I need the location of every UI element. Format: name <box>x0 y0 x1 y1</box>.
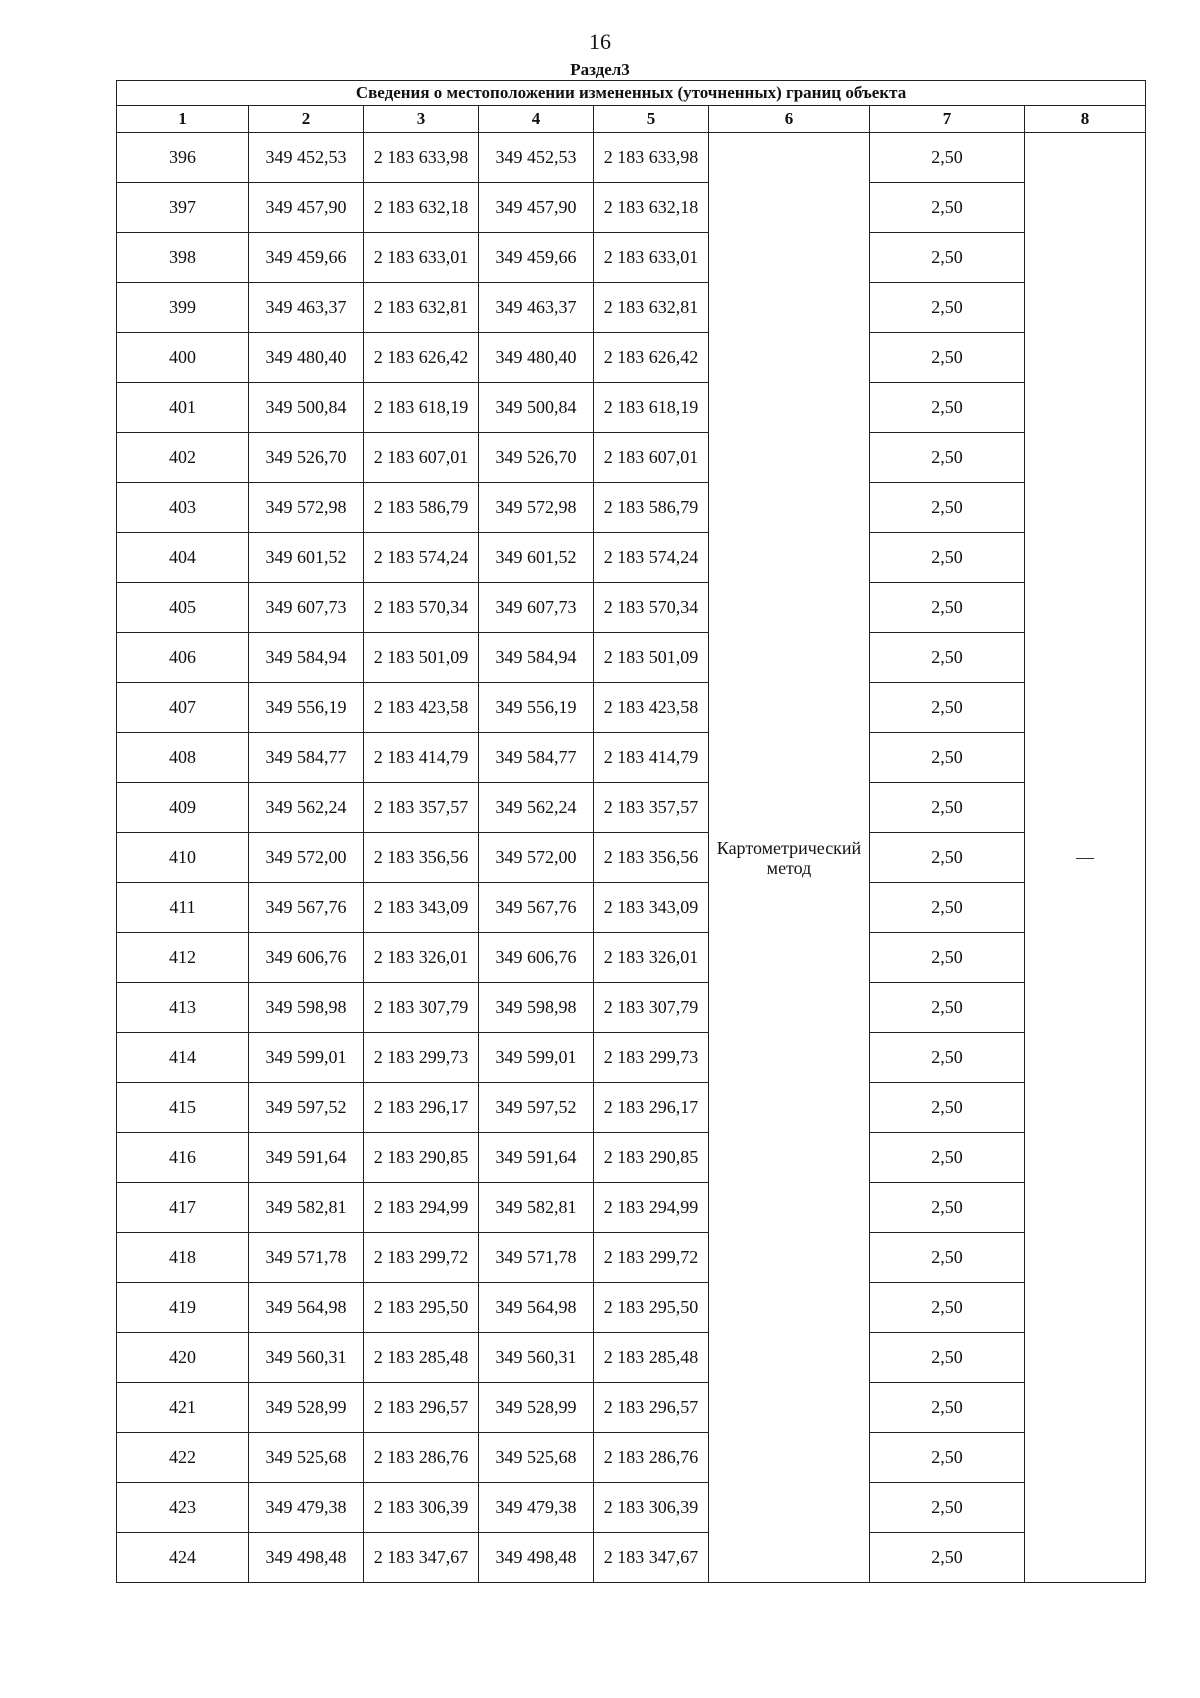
accuracy-cell: 2,50 <box>870 983 1025 1033</box>
existing-x-cell: 349 479,38 <box>249 1483 364 1533</box>
existing-x-cell: 349 498,48 <box>249 1533 364 1583</box>
new-y-cell: 2 183 356,56 <box>594 833 709 883</box>
existing-x-cell: 349 582,81 <box>249 1183 364 1233</box>
existing-y-cell: 2 183 357,57 <box>364 783 479 833</box>
column-number-2: 2 <box>249 106 364 133</box>
new-x-cell: 349 597,52 <box>479 1083 594 1133</box>
accuracy-cell: 2,50 <box>870 833 1025 883</box>
table-row <box>117 983 1146 1033</box>
point-number-cell: 408 <box>117 733 249 783</box>
existing-y-cell: 2 183 618,19 <box>364 383 479 433</box>
method-cell: Картометрический метод <box>709 133 870 1583</box>
table-row <box>117 483 1146 533</box>
column-number-7: 7 <box>870 106 1025 133</box>
accuracy-cell: 2,50 <box>870 533 1025 583</box>
table-row <box>117 1533 1146 1583</box>
point-number-cell: 420 <box>117 1333 249 1383</box>
existing-y-cell: 2 183 347,67 <box>364 1533 479 1583</box>
point-number-cell: 423 <box>117 1483 249 1533</box>
existing-x-cell: 349 526,70 <box>249 433 364 483</box>
point-number-cell: 397 <box>117 183 249 233</box>
existing-x-cell: 349 584,94 <box>249 633 364 683</box>
table-row <box>117 533 1146 583</box>
existing-y-cell: 2 183 296,57 <box>364 1383 479 1433</box>
existing-x-cell: 349 452,53 <box>249 133 364 183</box>
point-number-cell: 417 <box>117 1183 249 1233</box>
point-number-cell: 418 <box>117 1233 249 1283</box>
table-caption: Сведения о местоположении измененных (уточненных) границ объекта <box>117 81 1146 106</box>
existing-y-cell: 2 183 285,48 <box>364 1333 479 1383</box>
table-row <box>117 333 1146 383</box>
existing-x-cell: 349 591,64 <box>249 1133 364 1183</box>
existing-x-cell: 349 525,68 <box>249 1433 364 1483</box>
new-y-cell: 2 183 357,57 <box>594 783 709 833</box>
new-y-cell: 2 183 299,72 <box>594 1233 709 1283</box>
new-y-cell: 2 183 423,58 <box>594 683 709 733</box>
table-row <box>117 283 1146 333</box>
new-x-cell: 349 601,52 <box>479 533 594 583</box>
existing-x-cell: 349 567,76 <box>249 883 364 933</box>
accuracy-cell: 2,50 <box>870 1183 1025 1233</box>
new-y-cell: 2 183 586,79 <box>594 483 709 533</box>
section-title: Раздел3 <box>570 60 630 79</box>
new-x-cell: 349 452,53 <box>479 133 594 183</box>
existing-y-cell: 2 183 501,09 <box>364 633 479 683</box>
existing-x-cell: 349 500,84 <box>249 383 364 433</box>
accuracy-cell: 2,50 <box>870 1533 1025 1583</box>
point-number-cell: 403 <box>117 483 249 533</box>
accuracy-cell: 2,50 <box>870 1483 1025 1533</box>
existing-x-cell: 349 562,24 <box>249 783 364 833</box>
existing-y-cell: 2 183 633,01 <box>364 233 479 283</box>
existing-x-cell: 349 571,78 <box>249 1233 364 1283</box>
existing-x-cell: 349 564,98 <box>249 1283 364 1333</box>
accuracy-cell: 2,50 <box>870 1133 1025 1183</box>
accuracy-cell: 2,50 <box>870 1083 1025 1133</box>
new-x-cell: 349 525,68 <box>479 1433 594 1483</box>
new-y-cell: 2 183 285,48 <box>594 1333 709 1383</box>
point-number-cell: 424 <box>117 1533 249 1583</box>
new-x-cell: 349 556,19 <box>479 683 594 733</box>
new-y-cell: 2 183 347,67 <box>594 1533 709 1583</box>
point-number-cell: 413 <box>117 983 249 1033</box>
accuracy-cell: 2,50 <box>870 383 1025 433</box>
point-number-cell: 398 <box>117 233 249 283</box>
new-y-cell: 2 183 296,57 <box>594 1383 709 1433</box>
accuracy-cell: 2,50 <box>870 283 1025 333</box>
point-number-cell: 405 <box>117 583 249 633</box>
column-number-1: 1 <box>117 106 249 133</box>
new-x-cell: 349 498,48 <box>479 1533 594 1583</box>
table-row <box>117 1083 1146 1133</box>
new-y-cell: 2 183 633,98 <box>594 133 709 183</box>
existing-y-cell: 2 183 414,79 <box>364 733 479 783</box>
point-number-cell: 396 <box>117 133 249 183</box>
new-y-cell: 2 183 326,01 <box>594 933 709 983</box>
existing-x-cell: 349 459,66 <box>249 233 364 283</box>
existing-y-cell: 2 183 306,39 <box>364 1483 479 1533</box>
new-y-cell: 2 183 343,09 <box>594 883 709 933</box>
existing-x-cell: 349 457,90 <box>249 183 364 233</box>
point-number-cell: 416 <box>117 1133 249 1183</box>
accuracy-cell: 2,50 <box>870 233 1025 283</box>
table-row <box>117 733 1146 783</box>
new-x-cell: 349 571,78 <box>479 1233 594 1283</box>
column-number-3: 3 <box>364 106 479 133</box>
point-number-cell: 419 <box>117 1283 249 1333</box>
new-x-cell: 349 459,66 <box>479 233 594 283</box>
coordinates-table <box>116 80 1146 1583</box>
existing-y-cell: 2 183 633,98 <box>364 133 479 183</box>
existing-y-cell: 2 183 586,79 <box>364 483 479 533</box>
existing-y-cell: 2 183 632,81 <box>364 283 479 333</box>
point-number-cell: 406 <box>117 633 249 683</box>
point-number-cell: 422 <box>117 1433 249 1483</box>
existing-x-cell: 349 572,00 <box>249 833 364 883</box>
table-row <box>117 1383 1146 1433</box>
table-row <box>117 1283 1146 1333</box>
accuracy-cell: 2,50 <box>870 1383 1025 1433</box>
existing-y-cell: 2 183 286,76 <box>364 1433 479 1483</box>
column-number-4: 4 <box>479 106 594 133</box>
existing-x-cell: 349 480,40 <box>249 333 364 383</box>
new-y-cell: 2 183 286,76 <box>594 1433 709 1483</box>
new-x-cell: 349 457,90 <box>479 183 594 233</box>
new-x-cell: 349 598,98 <box>479 983 594 1033</box>
new-x-cell: 349 528,99 <box>479 1383 594 1433</box>
new-x-cell: 349 584,77 <box>479 733 594 783</box>
accuracy-cell: 2,50 <box>870 733 1025 783</box>
point-number-cell: 410 <box>117 833 249 883</box>
table-row <box>117 883 1146 933</box>
new-y-cell: 2 183 607,01 <box>594 433 709 483</box>
new-y-cell: 2 183 633,01 <box>594 233 709 283</box>
note-cell: — <box>1025 133 1146 1583</box>
existing-x-cell: 349 463,37 <box>249 283 364 333</box>
new-x-cell: 349 572,00 <box>479 833 594 883</box>
accuracy-cell: 2,50 <box>870 1233 1025 1283</box>
point-number-cell: 414 <box>117 1033 249 1083</box>
point-number-cell: 415 <box>117 1083 249 1133</box>
accuracy-cell: 2,50 <box>870 683 1025 733</box>
existing-y-cell: 2 183 299,72 <box>364 1233 479 1283</box>
existing-x-cell: 349 606,76 <box>249 933 364 983</box>
table-row <box>117 683 1146 733</box>
new-x-cell: 349 564,98 <box>479 1283 594 1333</box>
new-y-cell: 2 183 306,39 <box>594 1483 709 1533</box>
table-row <box>117 433 1146 483</box>
accuracy-cell: 2,50 <box>870 1433 1025 1483</box>
new-y-cell: 2 183 295,50 <box>594 1283 709 1333</box>
column-number-8: 8 <box>1025 106 1146 133</box>
existing-y-cell: 2 183 632,18 <box>364 183 479 233</box>
existing-x-cell: 349 572,98 <box>249 483 364 533</box>
existing-y-cell: 2 183 290,85 <box>364 1133 479 1183</box>
column-number-row <box>117 106 1146 133</box>
new-x-cell: 349 584,94 <box>479 633 594 683</box>
existing-x-cell: 349 599,01 <box>249 1033 364 1083</box>
new-y-cell: 2 183 296,17 <box>594 1083 709 1133</box>
existing-x-cell: 349 560,31 <box>249 1333 364 1383</box>
existing-x-cell: 349 556,19 <box>249 683 364 733</box>
existing-y-cell: 2 183 296,17 <box>364 1083 479 1133</box>
existing-x-cell: 349 584,77 <box>249 733 364 783</box>
existing-y-cell: 2 183 574,24 <box>364 533 479 583</box>
accuracy-cell: 2,50 <box>870 183 1025 233</box>
accuracy-cell: 2,50 <box>870 933 1025 983</box>
accuracy-cell: 2,50 <box>870 633 1025 683</box>
accuracy-cell: 2,50 <box>870 483 1025 533</box>
table-row <box>117 833 1146 883</box>
table-row <box>117 1483 1146 1533</box>
new-x-cell: 349 607,73 <box>479 583 594 633</box>
new-x-cell: 349 500,84 <box>479 383 594 433</box>
new-y-cell: 2 183 501,09 <box>594 633 709 683</box>
new-y-cell: 2 183 299,73 <box>594 1033 709 1083</box>
accuracy-cell: 2,50 <box>870 883 1025 933</box>
existing-y-cell: 2 183 356,56 <box>364 833 479 883</box>
existing-x-cell: 349 597,52 <box>249 1083 364 1133</box>
existing-x-cell: 349 528,99 <box>249 1383 364 1433</box>
new-y-cell: 2 183 632,81 <box>594 283 709 333</box>
existing-y-cell: 2 183 626,42 <box>364 333 479 383</box>
column-number-6: 6 <box>709 106 870 133</box>
table-row <box>117 1183 1146 1233</box>
accuracy-cell: 2,50 <box>870 1033 1025 1083</box>
point-number-cell: 402 <box>117 433 249 483</box>
new-y-cell: 2 183 618,19 <box>594 383 709 433</box>
table-row <box>117 233 1146 283</box>
new-x-cell: 349 567,76 <box>479 883 594 933</box>
existing-y-cell: 2 183 607,01 <box>364 433 479 483</box>
new-x-cell: 349 526,70 <box>479 433 594 483</box>
table-row <box>117 783 1146 833</box>
point-number-cell: 407 <box>117 683 249 733</box>
point-number-cell: 412 <box>117 933 249 983</box>
point-number-cell: 404 <box>117 533 249 583</box>
point-number-cell: 400 <box>117 333 249 383</box>
new-y-cell: 2 183 574,24 <box>594 533 709 583</box>
accuracy-cell: 2,50 <box>870 583 1025 633</box>
new-y-cell: 2 183 290,85 <box>594 1133 709 1183</box>
point-number-cell: 401 <box>117 383 249 433</box>
column-number-5: 5 <box>594 106 709 133</box>
table-row <box>117 1333 1146 1383</box>
new-x-cell: 349 480,40 <box>479 333 594 383</box>
accuracy-cell: 2,50 <box>870 433 1025 483</box>
table-row <box>117 583 1146 633</box>
point-number-cell: 409 <box>117 783 249 833</box>
point-number-cell: 399 <box>117 283 249 333</box>
table-row <box>117 1033 1146 1083</box>
new-y-cell: 2 183 294,99 <box>594 1183 709 1233</box>
existing-x-cell: 349 607,73 <box>249 583 364 633</box>
existing-x-cell: 349 601,52 <box>249 533 364 583</box>
table-row <box>117 383 1146 433</box>
table-row <box>117 1133 1146 1183</box>
existing-y-cell: 2 183 570,34 <box>364 583 479 633</box>
new-y-cell: 2 183 570,34 <box>594 583 709 633</box>
existing-y-cell: 2 183 299,73 <box>364 1033 479 1083</box>
new-x-cell: 349 572,98 <box>479 483 594 533</box>
existing-y-cell: 2 183 343,09 <box>364 883 479 933</box>
existing-y-cell: 2 183 423,58 <box>364 683 479 733</box>
new-x-cell: 349 582,81 <box>479 1183 594 1233</box>
new-x-cell: 349 479,38 <box>479 1483 594 1533</box>
new-y-cell: 2 183 307,79 <box>594 983 709 1033</box>
new-y-cell: 2 183 632,18 <box>594 183 709 233</box>
accuracy-cell: 2,50 <box>870 1283 1025 1333</box>
table-body <box>117 133 1146 1583</box>
table-row <box>117 1233 1146 1283</box>
new-y-cell: 2 183 414,79 <box>594 733 709 783</box>
table-row <box>117 183 1146 233</box>
new-x-cell: 349 591,64 <box>479 1133 594 1183</box>
new-x-cell: 349 606,76 <box>479 933 594 983</box>
table-row <box>117 133 1146 183</box>
accuracy-cell: 2,50 <box>870 1333 1025 1383</box>
table-row <box>117 1433 1146 1483</box>
point-number-cell: 411 <box>117 883 249 933</box>
table-row <box>117 633 1146 683</box>
new-x-cell: 349 560,31 <box>479 1333 594 1383</box>
page-number: 16 <box>589 29 611 54</box>
existing-y-cell: 2 183 326,01 <box>364 933 479 983</box>
new-x-cell: 349 463,37 <box>479 283 594 333</box>
new-y-cell: 2 183 626,42 <box>594 333 709 383</box>
point-number-cell: 421 <box>117 1383 249 1433</box>
existing-y-cell: 2 183 294,99 <box>364 1183 479 1233</box>
accuracy-cell: 2,50 <box>870 783 1025 833</box>
accuracy-cell: 2,50 <box>870 133 1025 183</box>
new-x-cell: 349 599,01 <box>479 1033 594 1083</box>
table-row <box>117 933 1146 983</box>
accuracy-cell: 2,50 <box>870 333 1025 383</box>
existing-y-cell: 2 183 295,50 <box>364 1283 479 1333</box>
existing-y-cell: 2 183 307,79 <box>364 983 479 1033</box>
existing-x-cell: 349 598,98 <box>249 983 364 1033</box>
new-x-cell: 349 562,24 <box>479 783 594 833</box>
